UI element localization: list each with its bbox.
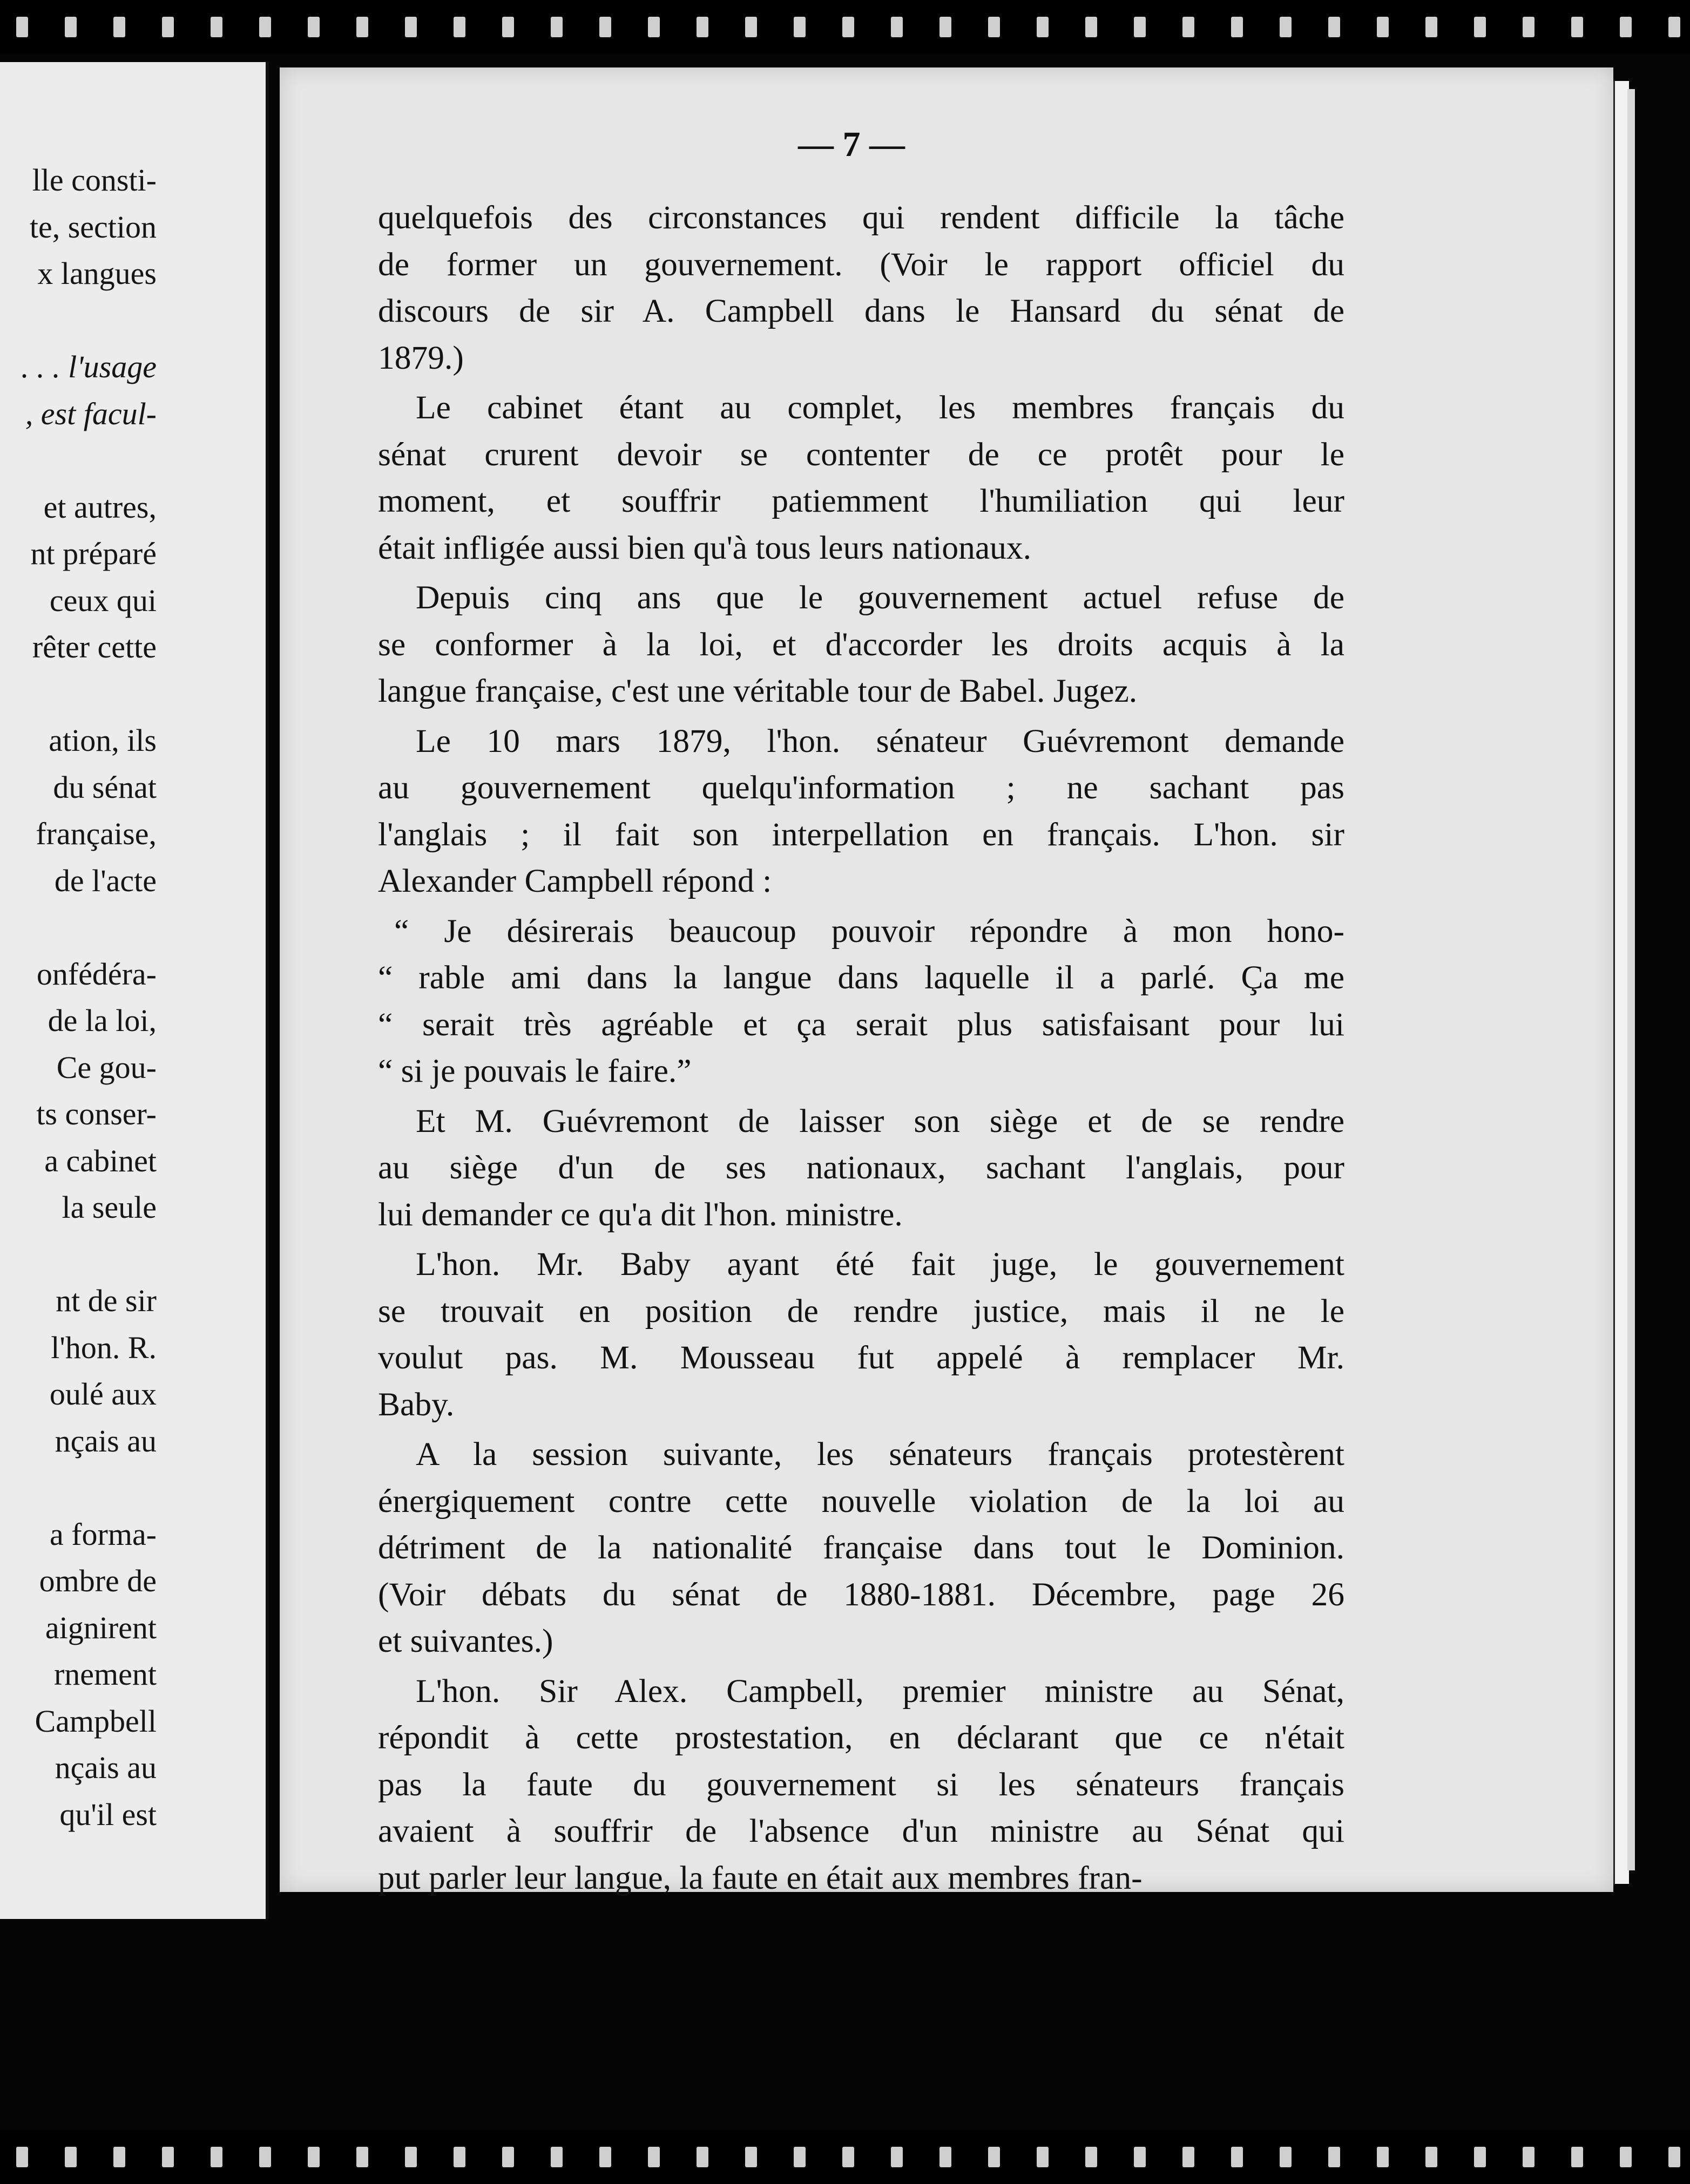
paragraph xyxy=(378,718,1344,905)
film-perforation xyxy=(308,2147,320,2167)
film-perforation xyxy=(162,17,174,37)
text-line: A la session suivante, les sénateurs français protestèrent xyxy=(416,1436,1344,1473)
text-line: “ si je pouvais le faire.” xyxy=(378,1053,692,1089)
film-perforation xyxy=(1231,17,1243,37)
text-line: langue française, c'est une véritable tour de Babel. Jugez. xyxy=(378,673,1138,709)
left-page-line: te, section xyxy=(29,209,157,245)
left-page-line: l'hon. R. xyxy=(51,1330,157,1365)
film-perforation xyxy=(551,17,563,37)
film-perforation xyxy=(1182,17,1194,37)
paragraph xyxy=(378,1431,1344,1665)
film-perforation xyxy=(794,2147,806,2167)
text-line: voulut pas. M. Mousseau fut appelé à remplacer Mr. xyxy=(378,1339,1344,1376)
text-line: répondit à cette prostestation, en déclarant que ce n'était xyxy=(378,1719,1344,1756)
left-page-line: ts conser- xyxy=(36,1096,157,1131)
film-perforation xyxy=(842,2147,854,2167)
film-perforation xyxy=(1523,2147,1534,2167)
paragraph xyxy=(378,194,1344,381)
left-page-line: nt de sir xyxy=(56,1283,157,1318)
left-page-line: qu'il est xyxy=(59,1796,157,1832)
film-perforation xyxy=(794,17,806,37)
film-perforation xyxy=(599,17,611,37)
film-perforation xyxy=(162,2147,174,2167)
left-page-line: , est facul- xyxy=(25,396,157,431)
left-page-line: de la loi, xyxy=(48,1003,157,1038)
film-perforation xyxy=(1037,2147,1049,2167)
film-perforation xyxy=(65,2147,77,2167)
film-perforation xyxy=(1085,17,1097,37)
film-perforation xyxy=(1474,17,1486,37)
film-perforation xyxy=(308,17,320,37)
paragraph xyxy=(378,384,1344,571)
film-perforation xyxy=(502,17,514,37)
text-line: pas la faute du gouvernement si les sénateurs français xyxy=(378,1766,1344,1803)
text-line: Et M. Guévremont de laisser son siège et de se rendre xyxy=(416,1102,1344,1140)
film-perforation xyxy=(1231,2147,1243,2167)
left-page-line: Ce gou- xyxy=(56,1049,157,1085)
film-perforation xyxy=(356,17,368,37)
film-perforation xyxy=(1620,2147,1632,2167)
page-number: — 7 — xyxy=(798,125,905,164)
text-line: Baby. xyxy=(378,1386,455,1423)
text-line: se trouvait en position de rendre justice, mais il ne le xyxy=(378,1292,1344,1330)
film-perforation xyxy=(211,17,222,37)
film-perforation xyxy=(259,17,271,37)
film-perforation xyxy=(16,17,28,37)
text-line: avaient à souffrir de l'absence d'un ministre au Sénat qui xyxy=(378,1813,1344,1849)
film-perforation xyxy=(745,17,757,37)
text-line: Le 10 mars 1879, l'hon. sénateur Guévremont demande xyxy=(416,722,1344,759)
page-edge-shadow xyxy=(1627,89,1635,1870)
film-perforation xyxy=(405,17,417,37)
film-perforation xyxy=(405,2147,417,2167)
text-line: sénat crurent devoir se contenter de ce protêt pour le xyxy=(378,436,1344,473)
paragraph xyxy=(378,1098,1344,1238)
film-perforation xyxy=(1037,17,1049,37)
left-page-line: onfédéra- xyxy=(36,956,157,992)
film-perforation xyxy=(1182,2147,1194,2167)
film-perforation xyxy=(1134,17,1146,37)
film-perforation xyxy=(211,2147,222,2167)
text-line: détriment de la nationalité française dans tout le Dominion. xyxy=(378,1529,1344,1566)
text-line: Le cabinet étant au complet, les membres français du xyxy=(416,389,1344,426)
left-page-line: lle consti- xyxy=(32,162,157,198)
film-perforation xyxy=(1523,17,1534,37)
left-page-line: a forma- xyxy=(49,1516,157,1552)
text-line: “ rable ami dans la langue dans laquelle il a parlé. Ça me xyxy=(378,959,1344,996)
film-perforation xyxy=(1571,17,1583,37)
film-perforation xyxy=(551,2147,563,2167)
film-perforation xyxy=(1328,17,1340,37)
text-line: (Voir débats du sénat de 1880-1881. Décembre, page 26 xyxy=(378,1576,1344,1613)
left-page-line: ceux qui xyxy=(49,582,157,618)
film-perforation xyxy=(502,2147,514,2167)
left-page-line: Campbell xyxy=(35,1703,157,1739)
film-perforation xyxy=(1377,17,1389,37)
quote-paragraph xyxy=(378,908,1344,1095)
film-perforation xyxy=(113,2147,125,2167)
film-perforation xyxy=(1280,17,1292,37)
film-perforation xyxy=(1280,2147,1292,2167)
film-perforation xyxy=(842,17,854,37)
left-page-line: la seule xyxy=(62,1190,157,1225)
film-perforation xyxy=(891,2147,903,2167)
left-page-line: nçais au xyxy=(55,1750,157,1785)
film-perforation xyxy=(1474,2147,1486,2167)
text-line: Depuis cinq ans que le gouvernement actuel refuse de xyxy=(416,579,1344,616)
text-line: se conformer à la loi, et d'accorder les droits acquis à la xyxy=(378,626,1344,663)
film-perforation xyxy=(1377,2147,1389,2167)
film-perforation xyxy=(648,2147,660,2167)
left-page-line: nçais au xyxy=(55,1423,157,1459)
film-perforation xyxy=(1328,2147,1340,2167)
text-line: au gouvernement quelqu'information ; ne sachant pas xyxy=(378,769,1344,806)
paragraph xyxy=(378,574,1344,715)
text-line: énergiquement contre cette nouvelle violation de la loi au xyxy=(378,1482,1344,1520)
paragraph xyxy=(378,1241,1344,1428)
text-line: quelquefois des circonstances qui rendent difficile la tâche xyxy=(378,199,1344,236)
body-text xyxy=(378,194,1344,1904)
film-perforation xyxy=(891,17,903,37)
left-page-line: oulé aux xyxy=(49,1376,157,1412)
page-edge xyxy=(1613,81,1629,1884)
text-line: “ serait très agréable et ça serait plus satisfaisant pour lui xyxy=(378,1006,1344,1043)
text-line: et suivantes.) xyxy=(378,1623,553,1659)
film-perforation xyxy=(599,2147,611,2167)
film-perforation xyxy=(745,2147,757,2167)
film-perforation xyxy=(697,17,708,37)
film-strip-top xyxy=(0,0,1690,54)
left-page-line: aignirent xyxy=(45,1610,157,1645)
left-page-line: et autres, xyxy=(43,489,157,525)
film-perforation xyxy=(1668,17,1680,37)
film-perforation xyxy=(939,2147,951,2167)
film-perforation xyxy=(988,17,1000,37)
film-perforation xyxy=(1571,2147,1583,2167)
film-perforation xyxy=(113,17,125,37)
text-line: discours de sir A. Campbell dans le Hansard du sénat de xyxy=(378,293,1344,329)
left-page-line: française, xyxy=(36,816,157,851)
text-line: lui demander ce qu'a dit l'hon. ministre. xyxy=(378,1196,903,1233)
text-line: “ Je désirerais beaucoup pouvoir répondre à mon hono- xyxy=(394,912,1344,949)
film-perforation xyxy=(648,17,660,37)
left-page-line: rêter cette xyxy=(32,629,157,664)
text-line: était infligée aussi bien qu'à tous leurs nationaux. xyxy=(378,529,1032,566)
film-perforation xyxy=(356,2147,368,2167)
film-perforation xyxy=(454,2147,465,2167)
left-page-line: ombre de xyxy=(39,1563,157,1598)
left-page-line: rnement xyxy=(53,1657,157,1692)
film-perforation xyxy=(454,17,465,37)
text-line: L'hon. Sir Alex. Campbell, premier ministre au Sénat, xyxy=(416,1672,1344,1710)
film-perforation xyxy=(939,17,951,37)
text-line: 1879.) xyxy=(378,339,464,376)
film-perforation xyxy=(1085,2147,1097,2167)
text-line: Alexander Campbell répond : xyxy=(378,863,772,899)
film-perforation xyxy=(988,2147,1000,2167)
paragraph xyxy=(378,1668,1344,1902)
left-page-line: du sénat xyxy=(53,769,157,805)
left-page-line: de l'acte xyxy=(54,863,157,898)
text-line: au siège d'un de ses nationaux, sachant l'anglais, pour xyxy=(378,1149,1344,1186)
film-perforation xyxy=(16,2147,28,2167)
left-page-line: x langues xyxy=(37,256,157,291)
text-line: put parler leur langue, la faute en était aux membres fran- xyxy=(378,1859,1143,1896)
text-line: L'hon. Mr. Baby ayant été fait juge, le gouvernement xyxy=(416,1246,1344,1283)
text-line: l'anglais ; il fait son interpellation en français. L'hon. sir xyxy=(378,816,1344,853)
left-page-line: ation, ils xyxy=(49,723,157,758)
film-perforation xyxy=(1134,2147,1146,2167)
film-perforation xyxy=(1425,17,1437,37)
film-strip-bottom xyxy=(0,2130,1690,2184)
film-perforation xyxy=(1620,17,1632,37)
film-perforation xyxy=(259,2147,271,2167)
text-line: de former un gouvernement. (Voir le rapport officiel du xyxy=(378,246,1344,283)
film-perforation xyxy=(65,17,77,37)
left-page-line: . . . l'usage xyxy=(21,349,157,384)
left-page-line: a cabinet xyxy=(44,1143,157,1178)
film-perforation xyxy=(1668,2147,1680,2167)
left-page-line: nt préparé xyxy=(30,536,157,571)
film-perforation xyxy=(697,2147,708,2167)
film-perforation xyxy=(1425,2147,1437,2167)
text-line: moment, et souffrir patiemment l'humiliation qui leur xyxy=(378,483,1344,519)
